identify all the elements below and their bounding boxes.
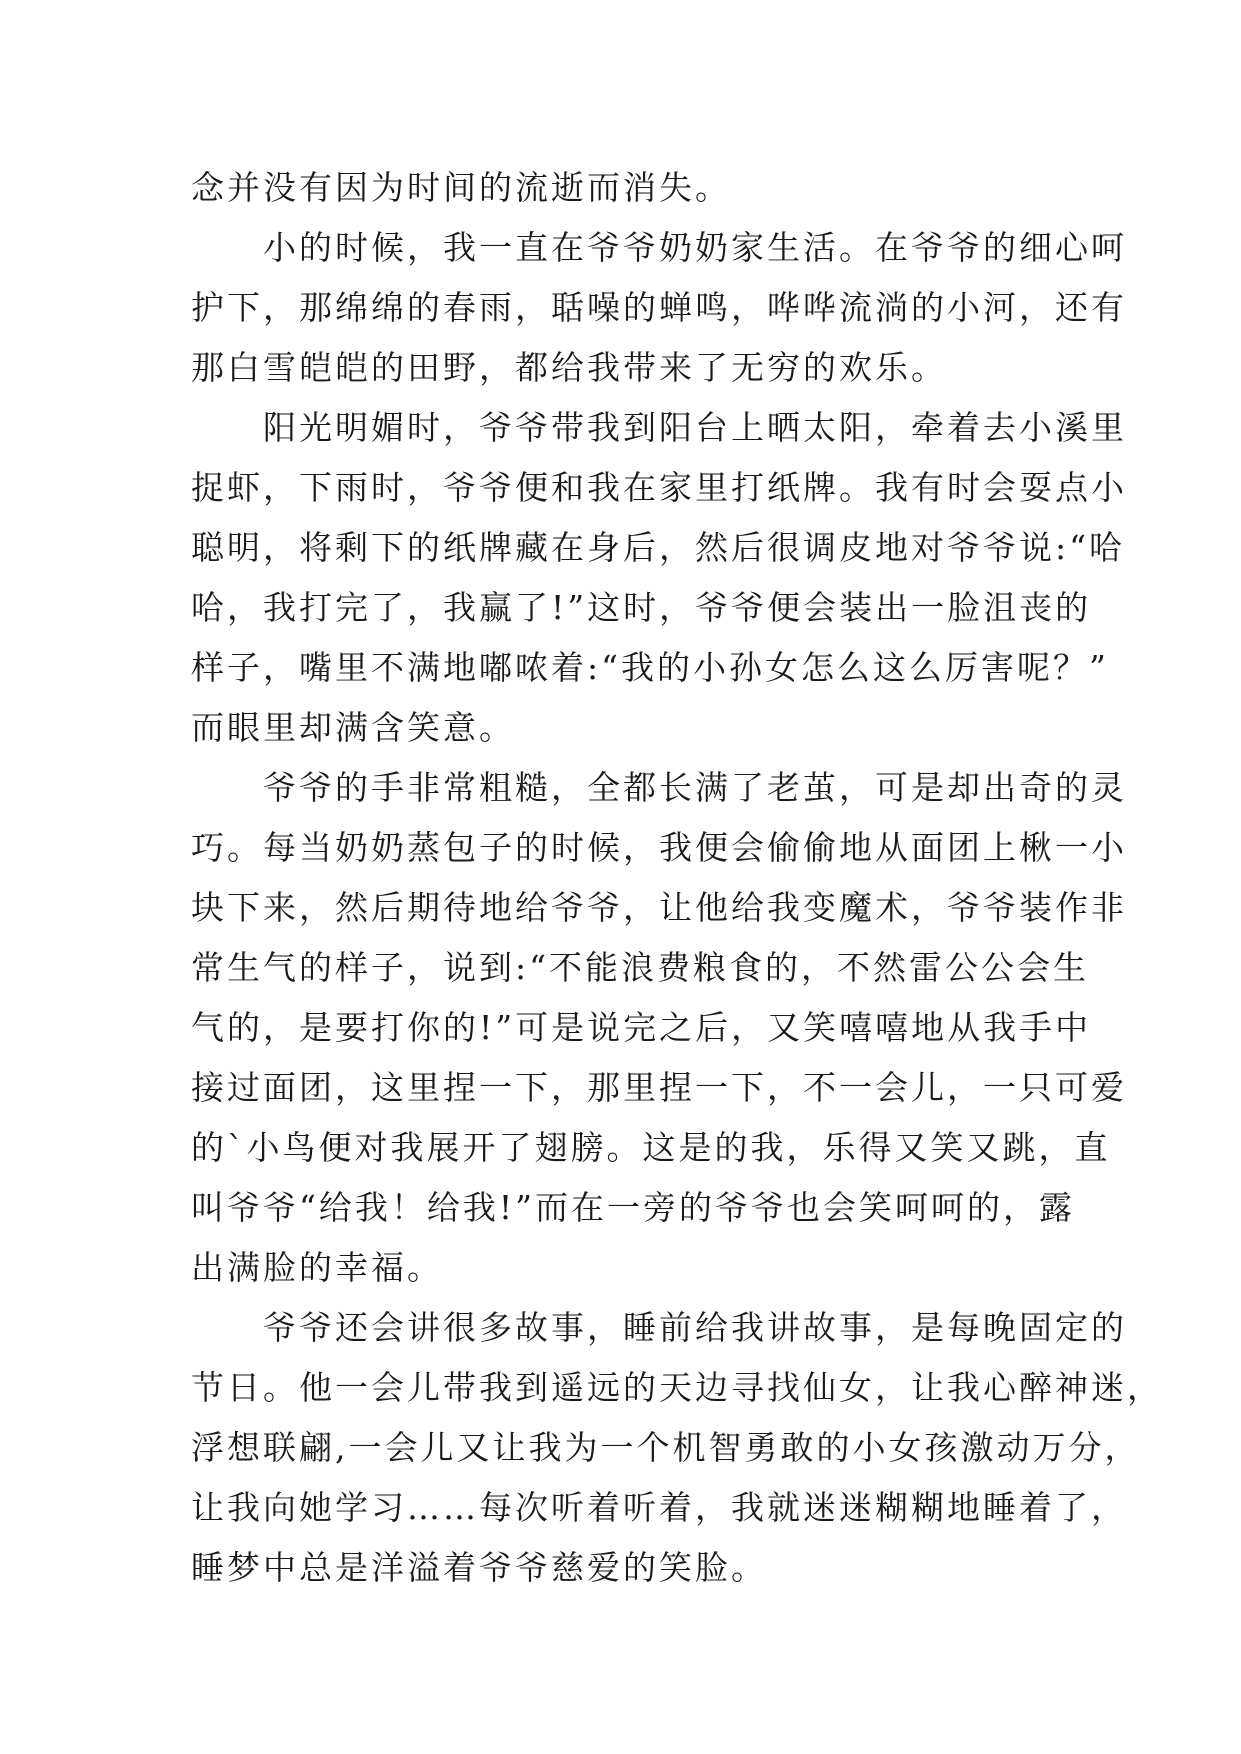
text-line: 接过面团，这里捏一下，那里捏一下，不一会儿，一只可爱 — [191, 1068, 1127, 1107]
text-line: 叫爷爷“给我！给我!”而在一旁的爷爷也会笑呵呵的，露 — [191, 1188, 1076, 1227]
text-line: 而眼里却满含笑意。 — [191, 708, 515, 747]
text-line: 聪明，将剩下的纸牌藏在身后，然后很调皮地对爷爷说:“哈 — [191, 528, 1125, 567]
text-line: 那白雪皑皑的田野，都给我带来了无穷的欢乐。 — [191, 348, 947, 387]
text-line: 阳光明媚时，爷爷带我到阳台上晒太阳，牵着去小溪里 — [191, 408, 1127, 447]
text-line: 哈，我打完了，我赢了!”这时，爷爷便会装出一脸沮丧的 — [191, 588, 1092, 627]
text-line: 捉虾，下雨时，爷爷便和我在家里打纸牌。我有时会耍点小 — [191, 468, 1127, 507]
text-line: 巧。每当奶奶蒸包子的时候，我便会偷偷地从面团上楸一小 — [191, 828, 1127, 867]
text-line: 爷爷还会讲很多故事，睡前给我讲故事，是每晚固定的 — [191, 1308, 1127, 1347]
text-line: 出满脸的幸福。 — [191, 1248, 443, 1287]
text-line: 爷爷的手非常粗糙，全都长满了老茧，可是却出奇的灵 — [191, 768, 1127, 807]
text-line: 护下，那绵绵的春雨，聒噪的蝉鸣，哗哗流淌的小河，还有 — [191, 288, 1127, 327]
text-line: 小的时候，我一直在爷爷奶奶家生活。在爷爷的细心呵 — [191, 228, 1127, 267]
text-line: 念并没有因为时间的流逝而消失。 — [191, 168, 731, 207]
text-line: 让我向她学习……每次听着听着，我就迷迷糊糊地睡着了， — [191, 1488, 1127, 1527]
text-line: 的`小鸟便对我展开了翅膀。这是的我，乐得又笑又跳，直 — [191, 1128, 1111, 1167]
text-line: 浮想联翩,一会儿又让我为一个机智勇敢的小女孩激动万分， — [191, 1428, 1141, 1467]
text-line: 节日。他一会儿带我到遥远的天边寻找仙女，让我心醉神迷， — [191, 1368, 1163, 1407]
text-line: 常生气的样子，说到:“不能浪费粮食的，不然雷公公会生 — [191, 948, 1089, 987]
text-line: 块下来，然后期待地给爷爷，让他给我变魔术，爷爷装作非 — [191, 888, 1127, 927]
document-body — [191, 158, 1163, 1598]
text-line: 气的，是要打你的!”可是说完之后，又笑嘻嘻地从我手中 — [191, 1008, 1092, 1047]
text-line: 睡梦中总是洋溢着爷爷慈爱的笑脸。 — [191, 1548, 767, 1587]
text-line: 样子，嘴里不满地嘟哝着:“我的小孙女怎么这么厉害呢？” — [191, 648, 1109, 687]
